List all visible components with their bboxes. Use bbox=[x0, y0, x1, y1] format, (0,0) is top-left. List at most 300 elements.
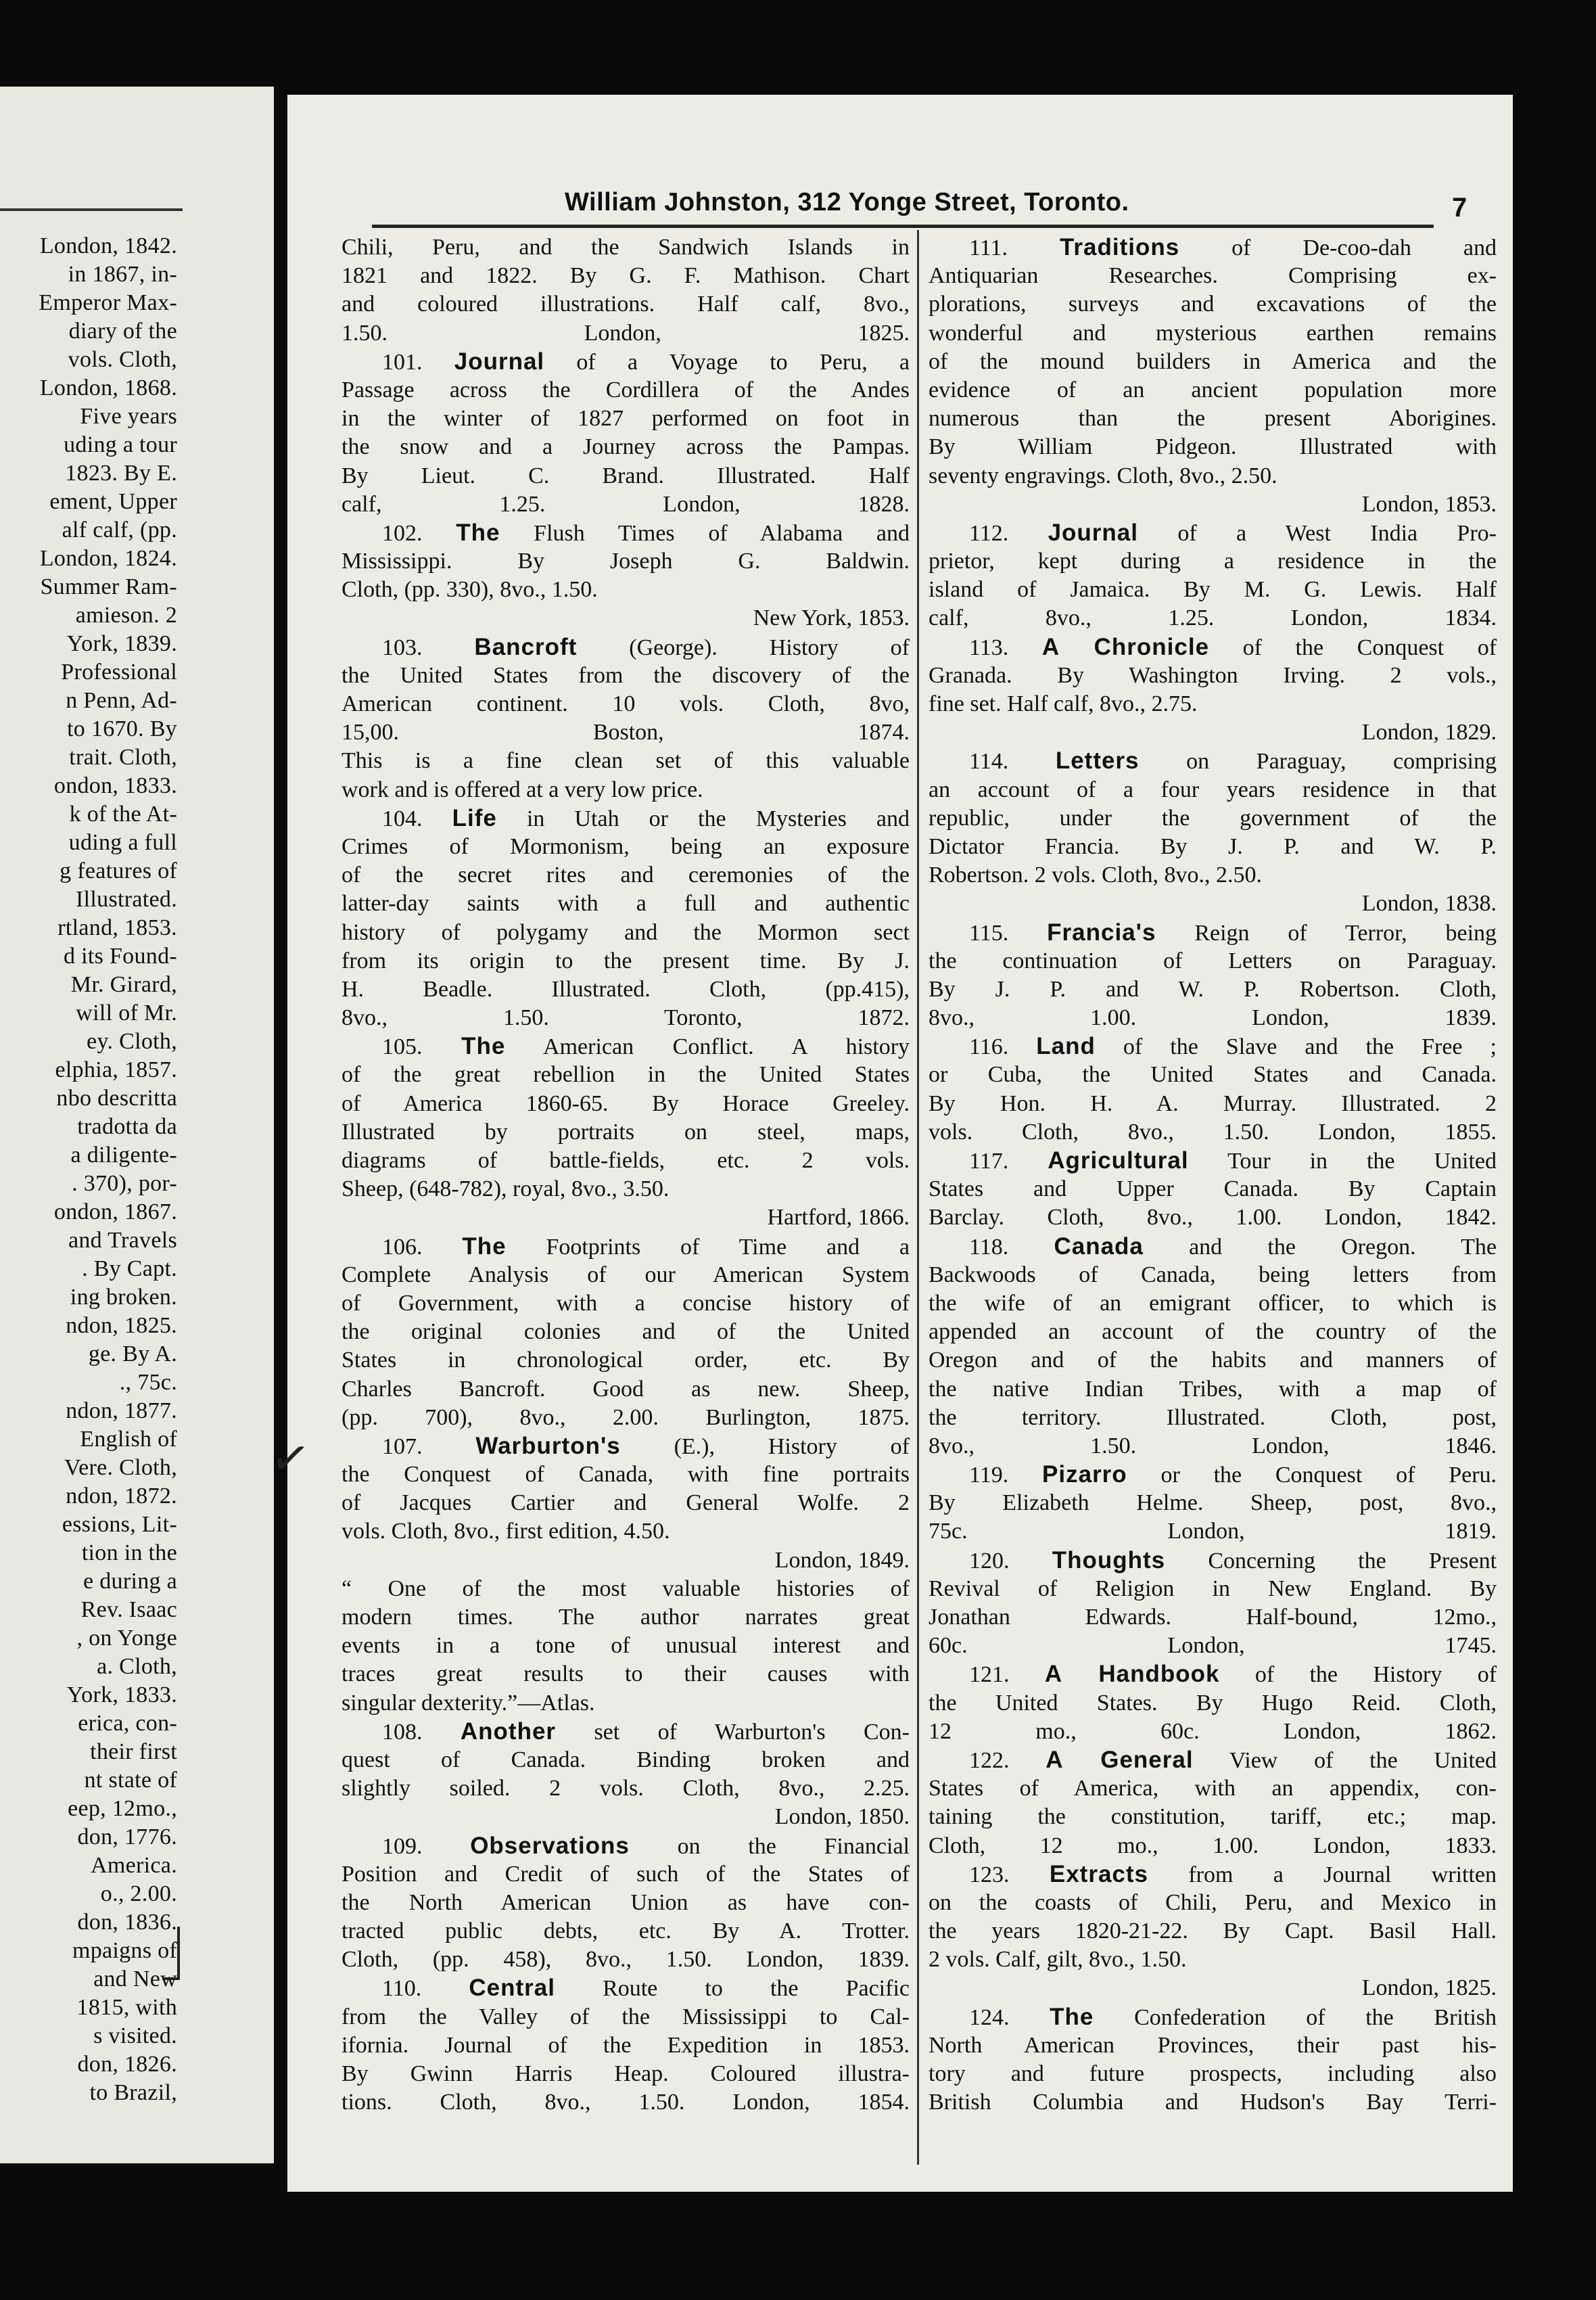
left-page-line: alf calf, (pp. bbox=[62, 518, 177, 543]
entry-text: Route to the Pacific bbox=[603, 1976, 910, 2002]
entry-text: work and is offered at a very low price. bbox=[342, 777, 703, 802]
entry-text: in the winter of 1827 performed on foot in bbox=[342, 406, 910, 432]
entry-text: slightly soiled. 2 vols. Cloth, 8vo., 2.25. bbox=[342, 1776, 910, 1801]
left-page-line: ndon, 1877. bbox=[66, 1398, 177, 1423]
entry-number: 120. bbox=[969, 1548, 1010, 1573]
entry-imprint: New York, 1853. bbox=[753, 605, 910, 631]
left-page-line: don, 1776. bbox=[77, 1824, 177, 1849]
catalogue-line bbox=[342, 690, 910, 718]
entry-number: 106. bbox=[382, 1234, 423, 1260]
catalogue-line bbox=[929, 405, 1497, 433]
entry-number: 104. bbox=[382, 806, 423, 831]
catalogue-line bbox=[929, 1175, 1497, 1203]
entry-text: (pp. 700), 8vo., 2.00. bbox=[342, 1404, 659, 1430]
entry-text: of the great rebellion in the United States bbox=[342, 1062, 910, 1088]
entry-keyword: A Handbook bbox=[1044, 1661, 1220, 1688]
entry-imprint: London, 1819. bbox=[1167, 1519, 1497, 1544]
entry-keyword: Pizarro bbox=[1042, 1461, 1127, 1488]
catalogue-line bbox=[342, 1860, 910, 1889]
entry-number: 107. bbox=[382, 1433, 423, 1459]
left-page-line: Illustrated. bbox=[76, 887, 177, 912]
catalogue-imprint-line bbox=[342, 1546, 910, 1575]
entry-imprint: Boston, 1874. bbox=[592, 720, 910, 745]
entry-text: on Paraguay, comprising bbox=[1186, 749, 1497, 775]
entry-text: Charles Bancroft. Good as new. Sheep, bbox=[342, 1376, 910, 1402]
catalogue-line bbox=[342, 1375, 910, 1404]
entry-text: 15,00. bbox=[342, 720, 399, 745]
left-page-line: York, 1839. bbox=[66, 631, 177, 656]
left-page-line: k of the At- bbox=[69, 802, 177, 827]
left-page-line: o., 2.00. bbox=[100, 1881, 177, 1906]
left-page-line: s visited. bbox=[93, 2023, 177, 2048]
entry-text: H. Beadle. Illustrated. Cloth, (pp.415), bbox=[342, 976, 910, 1002]
entry-imprint: London, 1833. bbox=[1313, 1833, 1497, 1858]
catalogue-line bbox=[342, 290, 910, 319]
catalogue-line bbox=[929, 1517, 1497, 1546]
catalogue-line bbox=[342, 1346, 910, 1375]
catalogue-line bbox=[929, 604, 1497, 632]
left-page-line: Five years bbox=[80, 404, 177, 429]
entry-imprint: London, 1825. bbox=[584, 320, 910, 346]
entry-text: on the Financial bbox=[677, 1833, 910, 1859]
left-page-line: rtland, 1853. bbox=[57, 915, 177, 940]
left-page-line: America. bbox=[91, 1853, 177, 1878]
entry-text: appended an account of the country of the bbox=[929, 1319, 1497, 1345]
entry-text: Concerning the Present bbox=[1208, 1548, 1497, 1573]
catalogue-line bbox=[929, 804, 1497, 833]
catalogue-line bbox=[929, 290, 1497, 319]
entry-text: and the Oregon. The bbox=[1189, 1234, 1497, 1260]
catalogue-imprint-line bbox=[342, 604, 910, 632]
entry-text: By Hon. H. A. Murray. Illustrated. 2 bbox=[929, 1090, 1497, 1116]
entry-text: States in chronological order, etc. By bbox=[342, 1348, 910, 1373]
entry-keyword: Bancroft bbox=[474, 633, 578, 660]
left-page-line: their first bbox=[90, 1739, 177, 1764]
catalogue-line bbox=[929, 1432, 1497, 1460]
entry-text: Confederation of the British bbox=[1134, 2004, 1497, 2030]
entry-keyword: Land bbox=[1036, 1033, 1096, 1060]
catalogue-line bbox=[929, 1803, 1497, 1831]
entry-text: calf, 8vo., 1.25. bbox=[929, 605, 1215, 631]
catalogue-entry-start bbox=[929, 2003, 1497, 2031]
catalogue-line bbox=[929, 1289, 1497, 1318]
left-page-line: g features of bbox=[60, 858, 177, 883]
catalogue-line bbox=[342, 1261, 910, 1289]
entry-text: of a Voyage to Peru, a bbox=[576, 349, 910, 375]
catalogue-line bbox=[342, 890, 910, 918]
catalogue-entry-start bbox=[342, 1718, 910, 1746]
catalogue-line bbox=[342, 1318, 910, 1346]
entry-text: of Government, with a concise history of bbox=[342, 1290, 910, 1316]
catalogue-entry-start bbox=[929, 1460, 1497, 1489]
entry-text: vols. Cloth, 8vo., first edition, 4.50. bbox=[342, 1519, 670, 1544]
entry-number: 119. bbox=[969, 1463, 1009, 1488]
left-page-line: ondon, 1833. bbox=[53, 773, 177, 798]
left-page-line: London, 1868. bbox=[39, 375, 177, 400]
catalogue-line bbox=[342, 547, 910, 576]
catalogue-entry-start bbox=[342, 519, 910, 547]
catalogue-entry-start bbox=[342, 348, 910, 376]
catalogue-line bbox=[342, 1175, 910, 1203]
left-page-line: don, 1836. bbox=[77, 1910, 177, 1935]
catalogue-imprint-line bbox=[342, 1803, 910, 1831]
entry-number: 111. bbox=[969, 235, 1008, 260]
left-page-line: erica, con- bbox=[78, 1711, 177, 1736]
catalogue-imprint-line bbox=[929, 490, 1497, 519]
entry-text: fine set. Half calf, 8vo., 2.75. bbox=[929, 691, 1198, 716]
header-rule bbox=[372, 225, 1434, 228]
catalogue-entry-start bbox=[929, 1860, 1497, 1889]
entry-text: the Conquest of Canada, with fine portraits bbox=[342, 1462, 910, 1488]
catalogue-page bbox=[287, 95, 1513, 2192]
left-page-line: in 1867, in- bbox=[68, 262, 177, 287]
catalogue-entry-start bbox=[929, 1546, 1497, 1575]
entry-text: the United States. By Hugo Reid. Cloth, bbox=[929, 1690, 1497, 1716]
entry-text: latter-day saints with a full and authentic bbox=[342, 891, 910, 917]
catalogue-entry-start bbox=[929, 233, 1497, 262]
entry-text: ifornia. Journal of the Expedition in 1853. bbox=[342, 2032, 910, 2058]
entry-text: of Jacques Cartier and General Wolfe. 2 bbox=[342, 1490, 910, 1516]
catalogue-line bbox=[342, 662, 910, 690]
left-page-line: ing broken. bbox=[70, 1285, 177, 1310]
catalogue-line bbox=[929, 1917, 1497, 1946]
entry-number: 114. bbox=[969, 749, 1009, 775]
catalogue-line bbox=[342, 1118, 910, 1147]
left-page-line: to 1670. By bbox=[67, 716, 177, 741]
entry-text: Illustrated by portraits on steel, maps, bbox=[342, 1119, 910, 1145]
entry-text: Revival of Religion in New England. By bbox=[929, 1576, 1497, 1601]
entry-text: modern times. The author narrates great bbox=[342, 1605, 910, 1630]
entry-text: 8vo., 1.50. bbox=[929, 1433, 1137, 1458]
left-page-line: Emperor Max- bbox=[39, 290, 177, 315]
entry-text: This is a fine clean set of this valuable bbox=[342, 748, 910, 774]
catalogue-line bbox=[342, 718, 910, 747]
catalogue-line bbox=[342, 747, 910, 775]
entry-keyword: Extracts bbox=[1049, 1860, 1148, 1887]
catalogue-entry-start bbox=[929, 1660, 1497, 1688]
catalogue-line bbox=[342, 1147, 910, 1175]
left-page-line: amieson. 2 bbox=[75, 603, 177, 628]
entry-text: By Elizabeth Helme. Sheep, post, 8vo., bbox=[929, 1490, 1497, 1516]
catalogue-line bbox=[929, 2060, 1497, 2088]
catalogue-entry-start bbox=[342, 1974, 910, 2002]
entry-imprint: Hartford, 1866. bbox=[767, 1205, 910, 1230]
entry-keyword: Journal bbox=[454, 348, 545, 375]
catalogue-entry-start bbox=[929, 1032, 1497, 1061]
entry-text: from its origin to the present time. By J. bbox=[342, 948, 910, 973]
entry-text: “ One of the most valuable histories of bbox=[342, 1576, 910, 1601]
entry-text: the continuation of Letters on Paraguay. bbox=[929, 948, 1497, 973]
column-divider bbox=[917, 230, 919, 2165]
catalogue-line bbox=[342, 2031, 910, 2060]
left-page-line: trait. Cloth, bbox=[69, 745, 177, 770]
left-page-line: London, 1824. bbox=[39, 546, 177, 571]
left-page-line: uding a tour bbox=[64, 432, 177, 457]
entry-text: and coloured illustrations. Half calf, 8vo., bbox=[342, 292, 910, 317]
left-page-line: 1823. By E. bbox=[65, 461, 177, 486]
left-page-line: ondon, 1867. bbox=[53, 1199, 177, 1224]
entry-text: of America 1860-65. By Horace Greeley. bbox=[342, 1090, 910, 1116]
entry-imprint: London, 1849. bbox=[774, 1547, 910, 1573]
catalogue-line bbox=[342, 433, 910, 461]
entry-keyword: Letters bbox=[1055, 748, 1140, 775]
entry-text: republic, under the government of the bbox=[929, 805, 1497, 831]
catalogue-entry-start bbox=[342, 1832, 910, 1860]
catalogue-line bbox=[929, 833, 1497, 861]
catalogue-imprint-line bbox=[929, 890, 1497, 918]
entry-text: seventy engravings. Cloth, 8vo., 2.50. bbox=[929, 463, 1277, 488]
entry-text: Barclay. Cloth, 8vo., 1.00. London, 1842. bbox=[929, 1205, 1497, 1230]
catalogue-line bbox=[929, 947, 1497, 975]
entry-text: wonderful and mysterious earthen remains bbox=[929, 320, 1497, 346]
entry-number: 116. bbox=[969, 1034, 1009, 1060]
catalogue-line bbox=[342, 1917, 910, 1946]
catalogue-column-left bbox=[342, 233, 910, 2117]
entry-imprint: Burlington, 1875. bbox=[705, 1404, 910, 1430]
entry-text: the wife of an emigrant officer, to which is bbox=[929, 1290, 1497, 1316]
entry-text: of the History of bbox=[1254, 1662, 1497, 1688]
entry-imprint: Toronto, 1872. bbox=[664, 1005, 910, 1031]
catalogue-line bbox=[342, 576, 910, 604]
catalogue-line bbox=[929, 1061, 1497, 1089]
catalogue-line bbox=[929, 262, 1497, 290]
left-page-line: York, 1833. bbox=[66, 1682, 177, 1707]
margin-bracket-mark bbox=[162, 1927, 180, 1980]
catalogue-line bbox=[342, 1689, 910, 1718]
entry-text: 1.50. bbox=[342, 320, 388, 346]
catalogue-line bbox=[342, 1460, 910, 1489]
entry-text: (George). History of bbox=[629, 635, 910, 660]
left-page-line: 1815, with bbox=[76, 1995, 177, 2020]
catalogue-line bbox=[929, 662, 1497, 690]
left-page-line: eep, 12mo., bbox=[68, 1796, 177, 1821]
left-page-line: ement, Upper bbox=[49, 489, 177, 514]
entry-number: 101. bbox=[382, 349, 423, 375]
catalogue-line bbox=[342, 975, 910, 1004]
catalogue-line bbox=[929, 1489, 1497, 1517]
catalogue-line bbox=[342, 262, 910, 290]
entry-text: the native Indian Tribes, with a map of bbox=[929, 1376, 1497, 1402]
entry-text: events in a tone of unusual interest and bbox=[342, 1633, 910, 1659]
catalogue-line bbox=[342, 947, 910, 975]
catalogue-line bbox=[342, 1090, 910, 1118]
entry-text: 2 vols. Calf, gilt, 8vo., 1.50. bbox=[929, 1947, 1187, 1973]
left-page-line: Mr. Girard, bbox=[70, 972, 177, 997]
entry-text: vols. Cloth, 8vo., 1.50. London, 1855. bbox=[929, 1119, 1497, 1145]
catalogue-line bbox=[342, 2003, 910, 2031]
catalogue-entry-start bbox=[929, 1147, 1497, 1175]
entry-text: Mississippi. By Joseph G. Baldwin. bbox=[342, 549, 910, 574]
catalogue-line bbox=[342, 1061, 910, 1089]
entry-number: 103. bbox=[382, 635, 423, 660]
left-page-line: English of bbox=[80, 1427, 177, 1452]
entry-keyword: A Chronicle bbox=[1041, 633, 1210, 660]
entry-imprint: London, 1862. bbox=[1283, 1718, 1497, 1744]
catalogue-line bbox=[929, 1203, 1497, 1232]
entry-text: of the secret rites and ceremonies of the bbox=[342, 862, 910, 888]
catalogue-line bbox=[342, 1603, 910, 1632]
entry-text: of the Slave and the Free ; bbox=[1123, 1034, 1497, 1060]
entry-text: tracted public debts, etc. By A. Trotter. bbox=[342, 1918, 910, 1944]
entry-number: 112. bbox=[969, 520, 1009, 546]
entry-text: Cloth, (pp. 330), 8vo., 1.50. bbox=[342, 577, 598, 603]
catalogue-line bbox=[342, 1004, 910, 1032]
catalogue-entry-start bbox=[342, 804, 910, 833]
entry-imprint: London, 1838. bbox=[1361, 891, 1497, 917]
entry-keyword: Thoughts bbox=[1052, 1546, 1166, 1573]
entry-text: Granada. By Washington Irving. 2 vols., bbox=[929, 662, 1497, 688]
entry-text: the original colonies and of the United bbox=[342, 1319, 910, 1345]
catalogue-line bbox=[342, 490, 910, 519]
entry-text: the years 1820-21-22. By Capt. Basil Hall. bbox=[929, 1918, 1497, 1944]
entry-text: Robertson. 2 vols. Cloth, 8vo., 2.50. bbox=[929, 862, 1263, 888]
entry-number: 123. bbox=[969, 1862, 1010, 1887]
entry-text: singular dexterity.”—Atlas. bbox=[342, 1690, 595, 1716]
entry-text: tions. Cloth, 8vo., 1.50. London, 1854. bbox=[342, 2090, 910, 2115]
entry-text: Dictator Francia. By J. P. and W. P. bbox=[929, 833, 1497, 859]
entry-keyword: Another bbox=[460, 1718, 557, 1745]
entry-imprint: London, 1745. bbox=[1167, 1633, 1497, 1659]
entry-text: the territory. Illustrated. Cloth, post, bbox=[929, 1404, 1497, 1430]
left-page-line: diary of the bbox=[68, 319, 177, 344]
entry-keyword: Central bbox=[469, 1975, 555, 2002]
page-header: William Johnston, 312 Yonge Street, Toronto. bbox=[565, 188, 1129, 216]
catalogue-imprint-line bbox=[929, 1974, 1497, 2002]
left-page-fragment bbox=[0, 87, 274, 2163]
catalogue-entry-start bbox=[929, 1233, 1497, 1261]
entry-imprint: London, 1853. bbox=[1361, 491, 1497, 517]
catalogue-line bbox=[342, 2088, 910, 2117]
entry-keyword: Observations bbox=[470, 1832, 630, 1859]
entry-keyword: A General bbox=[1046, 1746, 1194, 1773]
catalogue-line bbox=[342, 919, 910, 947]
entry-number: 108. bbox=[382, 1719, 423, 1745]
catalogue-line bbox=[929, 1889, 1497, 1917]
catalogue-line bbox=[342, 861, 910, 890]
entry-text: Footprints of Time and a bbox=[546, 1234, 910, 1260]
left-page-line: ndon, 1872. bbox=[66, 1484, 177, 1509]
entry-keyword: Canada bbox=[1054, 1233, 1144, 1260]
entry-text: or the Conquest of Peru. bbox=[1160, 1463, 1497, 1488]
catalogue-line bbox=[342, 776, 910, 804]
entry-text: Cloth, (pp. 458), 8vo., 1.50. London, 1839. bbox=[342, 1947, 910, 1973]
left-page-line: and Travels bbox=[68, 1228, 177, 1253]
entry-text: 75c. bbox=[929, 1519, 968, 1544]
catalogue-entry-start bbox=[342, 1432, 910, 1460]
catalogue-entry-start bbox=[342, 1032, 910, 1061]
entry-text: States of America, with an appendix, con- bbox=[929, 1776, 1497, 1801]
catalogue-line bbox=[929, 1346, 1497, 1375]
left-page-line: d its Found- bbox=[64, 944, 177, 969]
entry-text: Chili, Peru, and the Sandwich Islands in bbox=[342, 235, 910, 260]
catalogue-line bbox=[342, 1517, 910, 1546]
catalogue-line bbox=[929, 2031, 1497, 2060]
catalogue-line bbox=[342, 1404, 910, 1432]
catalogue-entry-start bbox=[342, 633, 910, 662]
catalogue-entry-start bbox=[342, 1233, 910, 1261]
entry-text: Cloth, 12 mo., 1.00. bbox=[929, 1833, 1259, 1858]
catalogue-line bbox=[929, 975, 1497, 1004]
catalogue-line bbox=[929, 2088, 1497, 2117]
catalogue-line bbox=[929, 1632, 1497, 1660]
entry-number: 110. bbox=[382, 1976, 422, 2002]
entry-text: the snow and a Journey across the Pampas. bbox=[342, 434, 910, 460]
entry-text: of a West India Pro- bbox=[1177, 520, 1497, 546]
catalogue-line bbox=[342, 1575, 910, 1603]
left-page-line: Summer Ram- bbox=[40, 574, 177, 599]
catalogue-line bbox=[342, 1489, 910, 1517]
entry-text: numerous than the present Aborigines. bbox=[929, 406, 1497, 432]
entry-text: American continent. 10 vols. Cloth, 8vo, bbox=[342, 691, 910, 716]
catalogue-line bbox=[929, 462, 1497, 490]
left-page-line: . By Capt. bbox=[82, 1256, 177, 1281]
catalogue-line bbox=[929, 376, 1497, 405]
entry-text: of De-coo-dah and bbox=[1231, 235, 1497, 260]
catalogue-line bbox=[342, 233, 910, 262]
left-page-line: ndon, 1825. bbox=[66, 1313, 177, 1338]
catalogue-line bbox=[929, 1261, 1497, 1289]
entry-keyword: Traditions bbox=[1059, 234, 1180, 260]
left-page-line: a diligente- bbox=[70, 1143, 177, 1168]
entry-text: Backwoods of Canada, being letters from bbox=[929, 1262, 1497, 1287]
catalogue-entry-start bbox=[929, 747, 1497, 775]
catalogue-entry-start bbox=[929, 519, 1497, 547]
entry-text: the United States from the discovery of the bbox=[342, 662, 910, 688]
entry-imprint: London, 1829. bbox=[1361, 720, 1497, 745]
catalogue-line bbox=[342, 405, 910, 433]
entry-number: 122. bbox=[969, 1747, 1010, 1773]
entry-imprint: London, 1839. bbox=[1252, 1005, 1497, 1031]
entry-number: 105. bbox=[382, 1034, 423, 1060]
catalogue-line bbox=[929, 1318, 1497, 1346]
entry-text: Antiquarian Researches. Comprising ex- bbox=[929, 263, 1497, 289]
entry-imprint: London, 1834. bbox=[1290, 605, 1497, 631]
catalogue-line bbox=[342, 2060, 910, 2088]
catalogue-line bbox=[929, 776, 1497, 804]
entry-keyword: The bbox=[462, 1233, 507, 1260]
catalogue-line bbox=[929, 1603, 1497, 1632]
entry-text: 1821 and 1822. By G. F. Mathison. Chart bbox=[342, 263, 910, 289]
entry-text: States and Upper Canada. By Captain bbox=[929, 1176, 1497, 1202]
entry-text: 8vo., 1.50. bbox=[342, 1005, 549, 1031]
entry-text: on the coasts of Chili, Peru, and Mexico in bbox=[929, 1889, 1497, 1915]
catalogue-line bbox=[929, 1832, 1497, 1860]
entry-text: Crimes of Mormonism, being an exposure bbox=[342, 833, 910, 859]
left-page-line: uding a full bbox=[68, 830, 177, 855]
left-page-line: ge. By A. bbox=[88, 1341, 177, 1366]
entry-text: Sheep, (648-782), royal, 8vo., 3.50. bbox=[342, 1176, 670, 1202]
entry-text: Complete Analysis of our American System bbox=[342, 1262, 910, 1287]
entry-text: (E.), History of bbox=[674, 1433, 910, 1459]
entry-text: from a Journal written bbox=[1188, 1862, 1497, 1887]
left-page-line: essions, Lit- bbox=[62, 1512, 177, 1537]
left-page-line: don, 1826. bbox=[77, 2052, 177, 2077]
entry-text: By William Pidgeon. Illustrated with bbox=[929, 434, 1497, 460]
catalogue-line bbox=[929, 1689, 1497, 1718]
catalogue-line bbox=[929, 348, 1497, 376]
catalogue-line bbox=[342, 833, 910, 861]
entry-text: taining the constitution, tariff, etc.; map. bbox=[929, 1804, 1497, 1830]
catalogue-entry-start bbox=[929, 1746, 1497, 1774]
catalogue-line bbox=[929, 319, 1497, 348]
left-page-line: . 370), por- bbox=[72, 1171, 177, 1196]
left-page-line: vols. Cloth, bbox=[68, 347, 177, 372]
entry-text: or Cuba, the United States and Canada. bbox=[929, 1062, 1497, 1088]
entry-text: traces great results to their causes with bbox=[342, 1661, 910, 1687]
catalogue-line bbox=[342, 1660, 910, 1688]
entry-text: Jonathan Edwards. Half-bound, 12mo., bbox=[929, 1605, 1497, 1630]
entry-imprint: London, 1850. bbox=[774, 1804, 910, 1830]
